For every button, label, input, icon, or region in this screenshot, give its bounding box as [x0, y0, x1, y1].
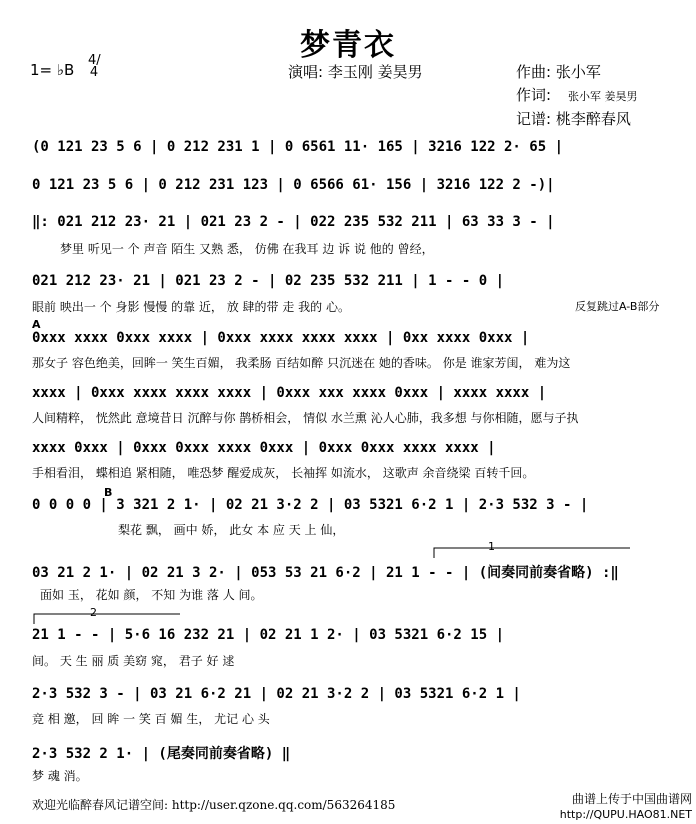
volta-1-number: 1: [488, 540, 495, 553]
score-row-2: 0 121 23 5 6 | 0 212 231 123 | 0 6566 61· 156 | 3216 122 2 -)|: [32, 177, 555, 193]
repeat-jump-note: 反复跳过A-B部分: [575, 300, 660, 313]
lyrics-row-11: 竞 相 邀， 回 眸 一 笑 百 媚 生， 尤记 心 头: [32, 712, 270, 726]
score-row-5: 0xxx xxxx 0xxx xxxx | 0xxx xxxx xxxx xxxx | 0xx xxxx 0xxx |: [32, 330, 530, 346]
lyrics-row-9: 面如 玉， 花如 颜， 不知 为谁 落 人 间。: [40, 588, 263, 602]
section-mark-b: B: [104, 486, 113, 499]
score-row-9: 03 21 2 1· | 02 21 3 2· | 053 53 21 6·2 | 21 1 - - | (间奏同前奏省略) :‖: [32, 565, 619, 581]
transcriber: 记谱: 桃李醉春风: [516, 110, 631, 128]
lyricist-names: 张小军 姜昊男: [568, 90, 638, 103]
volta-2-number: 2: [90, 606, 97, 619]
score-row-7: xxxx 0xxx | 0xxx 0xxx xxxx 0xxx | 0xxx 0xxx xxxx xxxx |: [32, 440, 496, 456]
score-row-3: ‖: 021 212 23· 21 | 021 23 2 - | 022 235 532 211 | 63 33 3 - |: [32, 214, 555, 230]
key-signature: 1= ♭B: [30, 61, 75, 79]
lyrics-row-4: 眼前 映出一 个 身影 慢慢 的靠 近， 放 肆的带 走 我的 心。: [32, 300, 350, 314]
singers: 演唱: 李玉刚 姜昊男: [288, 63, 423, 81]
score-row-12: 2·3 532 2 1· | (尾奏同前奏省略) ‖: [32, 746, 291, 762]
lyrics-row-5: 那女子 容色绝美，回眸一 笑生百媚， 我柔肠 百结如醉 只沉迷在 她的香味。 你是 谁家芳闺， 难为这: [32, 356, 571, 370]
song-title: 梦青衣: [300, 28, 396, 63]
score-row-1: (0 121 23 5 6 | 0 212 231 1 | 0 6561 11· 165 | 3216 122 2· 65 |: [32, 139, 564, 155]
volta-2-bracket: [34, 614, 180, 624]
watermark-line-2: http://QUPU.HAO81.NET: [559, 808, 692, 821]
score-row-6: xxxx | 0xxx xxxx xxxx xxxx | 0xxx xxx xxxx 0xxx | xxxx xxxx |: [32, 385, 547, 401]
lyricist-label: 作词:: [516, 86, 552, 104]
composer: 作曲: 张小军: [516, 63, 601, 81]
lyrics-row-8: 梨花 飘， 画中 娇， 此女 本 应 天 上 仙，: [118, 523, 345, 537]
score-row-11: 2·3 532 3 - | 03 21 6·2 21 | 02 21 3·2 2 | 03 5321 6·2 1 |: [32, 686, 521, 702]
score-row-8: 0 0 0 0 | 3 321 2 1· | 02 21 3·2 2 | 03 5321 6·2 1 | 2·3 532 3 - |: [32, 497, 589, 513]
lyrics-row-12: 梦 魂 消。: [32, 769, 88, 783]
section-mark-a: A: [32, 318, 41, 331]
time-signature: 4/4: [88, 53, 101, 80]
watermark: [560, 792, 692, 822]
lyrics-row-10: 间。 天 生 丽 质 美窈 窕， 君子 好 逑: [32, 654, 235, 668]
lyrics-row-3: 梦里 听见一 个 声音 陌生 又熟 悉， 仿佛 在我耳 边 诉 说 他的 曾经，: [60, 242, 434, 256]
footer-text: 欢迎光临醉春风记谱空间: http://user.qzone.qq.com/563264185: [32, 798, 396, 812]
watermark-line-1: 曲谱上传于中国曲谱网: [571, 792, 692, 806]
lyrics-row-7: 手相看泪， 蝶相追 紧相随， 唯恐梦 醒爱成灰， 长袖挥 如流水， 这歌声 余音绕梁 百转千回。: [32, 466, 535, 480]
lyrics-row-6: 人间精粹， 恍然此 意境昔日 沉醉与你 鹊桥相会， 情似 水兰熏 沁人心肺，我多想 与你相随，愿与子执: [32, 411, 579, 425]
volta-1-bracket: [434, 548, 630, 558]
score-row-10: 21 1 - - | 5·6 16 232 21 | 02 21 1 2· | 03 5321 6·2 15 |: [32, 627, 505, 643]
score-row-4: 021 212 23· 21 | 021 23 2 - | 02 235 532 211 | 1 - - 0 |: [32, 273, 505, 289]
